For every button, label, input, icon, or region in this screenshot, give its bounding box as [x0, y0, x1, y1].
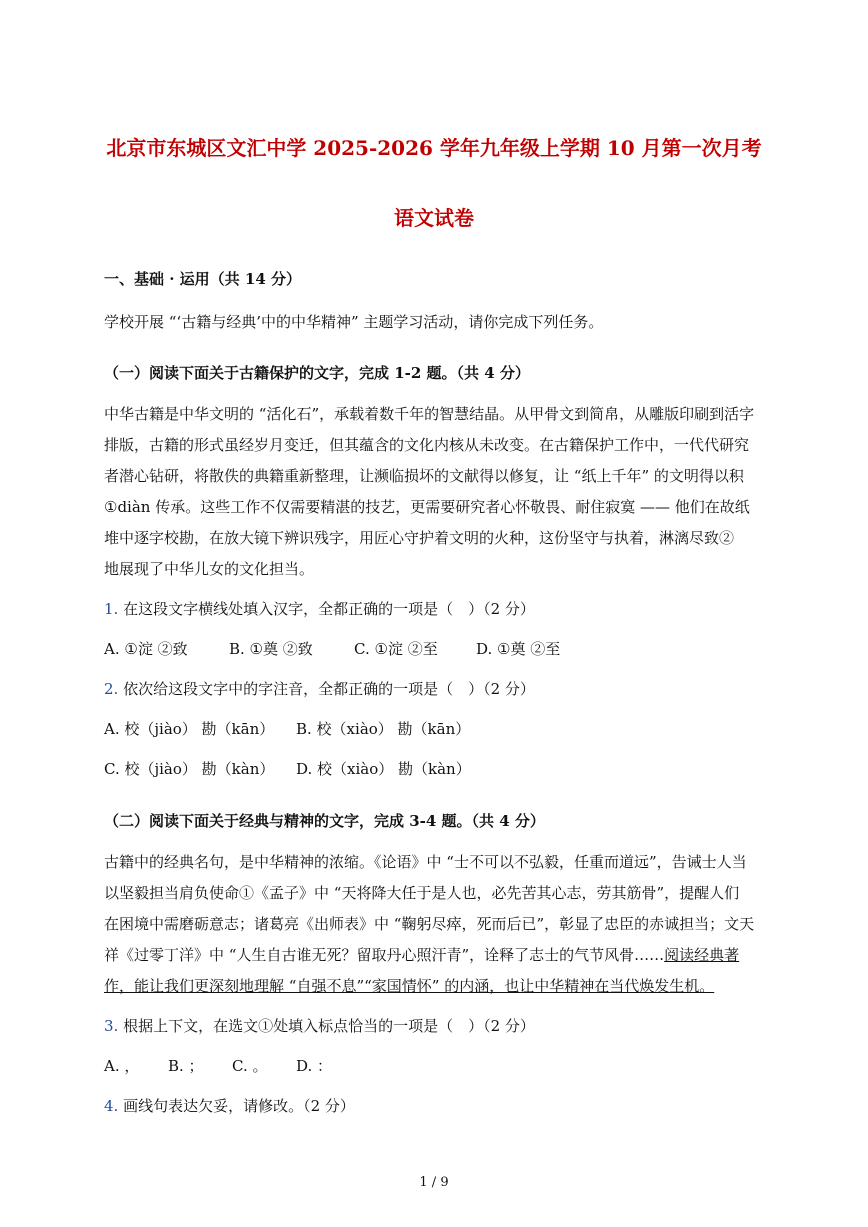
question-2-options-row2: [104, 758, 471, 779]
passage-line: ①diàn 传承。这些工作不仅需要精湛的技艺，更需要研究者心怀敬畏、耐住寂寞 —— 他们在故纸: [104, 498, 750, 516]
passage-line: 古籍中的经典名句，是中华精神的浓缩。《论语》中 “士不可以不弘毅，任重而道远”，告诫士人当: [104, 853, 747, 871]
passage-line: 者潜心钻研，将散佚的典籍重新整理，让濒临损坏的文献得以修复，让 “纸上千年” 的文明得以积: [104, 467, 744, 485]
page-number: 1 / 9: [419, 1175, 449, 1190]
intro-text: 学校开展 “‘古籍与经典’中的中华精神” 主题学习活动，请你完成下列任务。: [104, 313, 604, 331]
question-1: [104, 598, 535, 619]
option-c[interactable]: C. 校（jiào） 勘（kàn）: [104, 760, 275, 778]
section-heading: 一、基础 · 运用（共 14 分）: [104, 270, 301, 288]
part-heading: （一）阅读下面关于古籍保护的文字，完成 1-2 题。（共 4 分）: [104, 364, 530, 382]
question-number: 2.: [104, 680, 119, 698]
question-text: 依次给这段文字中的字注音，全都正确的一项是（ ）（2 分）: [123, 680, 535, 698]
option-c[interactable]: C. 。: [232, 1057, 268, 1075]
underlined-sentence-end: 作，能让我们更深刻地理解 “自强不息”“家国情怀” 的内涵，也让中华精神在当代焕发生机。: [104, 977, 715, 995]
question-1-options: [104, 638, 560, 659]
underlined-sentence-start: 阅读经典著: [664, 946, 740, 964]
passage-line: 堆中逐字校勘，在放大镜下辨识残字，用匠心守护着文明的火种，这份坚守与执着，淋漓尽致②: [104, 529, 735, 547]
option-d[interactable]: D. ①奠 ②至: [476, 640, 561, 658]
document-subtitle: 语文试卷: [394, 206, 474, 230]
question-number: 1.: [104, 600, 119, 618]
passage-line: 在困境中需磨砺意志；诸葛亮《出师表》中 “鞠躬尽瘁，死而后已”，彰显了忠臣的赤诚担当；文天: [104, 915, 755, 933]
question-number: 3.: [104, 1017, 119, 1035]
question-text: 画线句表达欠妥，请修改。（2 分）: [123, 1097, 355, 1115]
passage-text: 祥《过零丁洋》中 “人生自古谁无死？留取丹心照汗青”，诠释了志士的气节风骨……: [104, 946, 665, 964]
option-b[interactable]: B. ；: [168, 1057, 204, 1075]
option-d[interactable]: D. 校（xiào） 勘（kàn）: [296, 760, 471, 778]
question-text: 根据上下文，在选文①处填入标点恰当的一项是（ ）（2 分）: [123, 1017, 535, 1035]
option-a[interactable]: A. 校（jiào） 勘（kān）: [104, 720, 275, 738]
question-number: 4.: [104, 1097, 119, 1115]
passage-line: 排版，古籍的形式虽经岁月变迁，但其蕴含的文化内核从未改变。在古籍保护工作中，一代代研究: [104, 436, 750, 454]
question-3-options: [104, 1055, 332, 1076]
passage-line: 中华古籍是中华文明的 “活化石”，承载着数千年的智慧结晶。从甲骨文到简帛，从雕版印刷到活字: [104, 405, 755, 423]
option-c[interactable]: C. ①淀 ②至: [354, 640, 438, 658]
option-b[interactable]: B. ①奠 ②致: [229, 640, 313, 658]
question-3: [104, 1015, 535, 1036]
question-4: [104, 1095, 355, 1116]
document-title: 北京市东城区文汇中学 2025-2026 学年九年级上学期 10 月第一次月考: [106, 136, 762, 160]
option-a[interactable]: A. ，: [104, 1057, 140, 1075]
passage-line: [104, 944, 739, 965]
question-2-options-row1: [104, 718, 470, 739]
option-d[interactable]: D. ：: [296, 1057, 333, 1075]
passage-line: 以坚毅担当肩负使命①《孟子》中 “天将降大任于是人也，必先苦其心志，劳其筋骨”，提醒人们: [104, 884, 740, 902]
option-b[interactable]: B. 校（xiào） 勘（kān）: [296, 720, 471, 738]
question-2: [104, 678, 535, 699]
question-text: 在这段文字横线处填入汉字，全都正确的一项是（ ）（2 分）: [123, 600, 535, 618]
passage-line: 地展现了中华儿女的文化担当。: [104, 560, 315, 578]
part-heading: （二）阅读下面关于经典与精神的文字，完成 3-4 题。（共 4 分）: [104, 812, 545, 830]
option-a[interactable]: A. ①淀 ②致: [104, 640, 188, 658]
